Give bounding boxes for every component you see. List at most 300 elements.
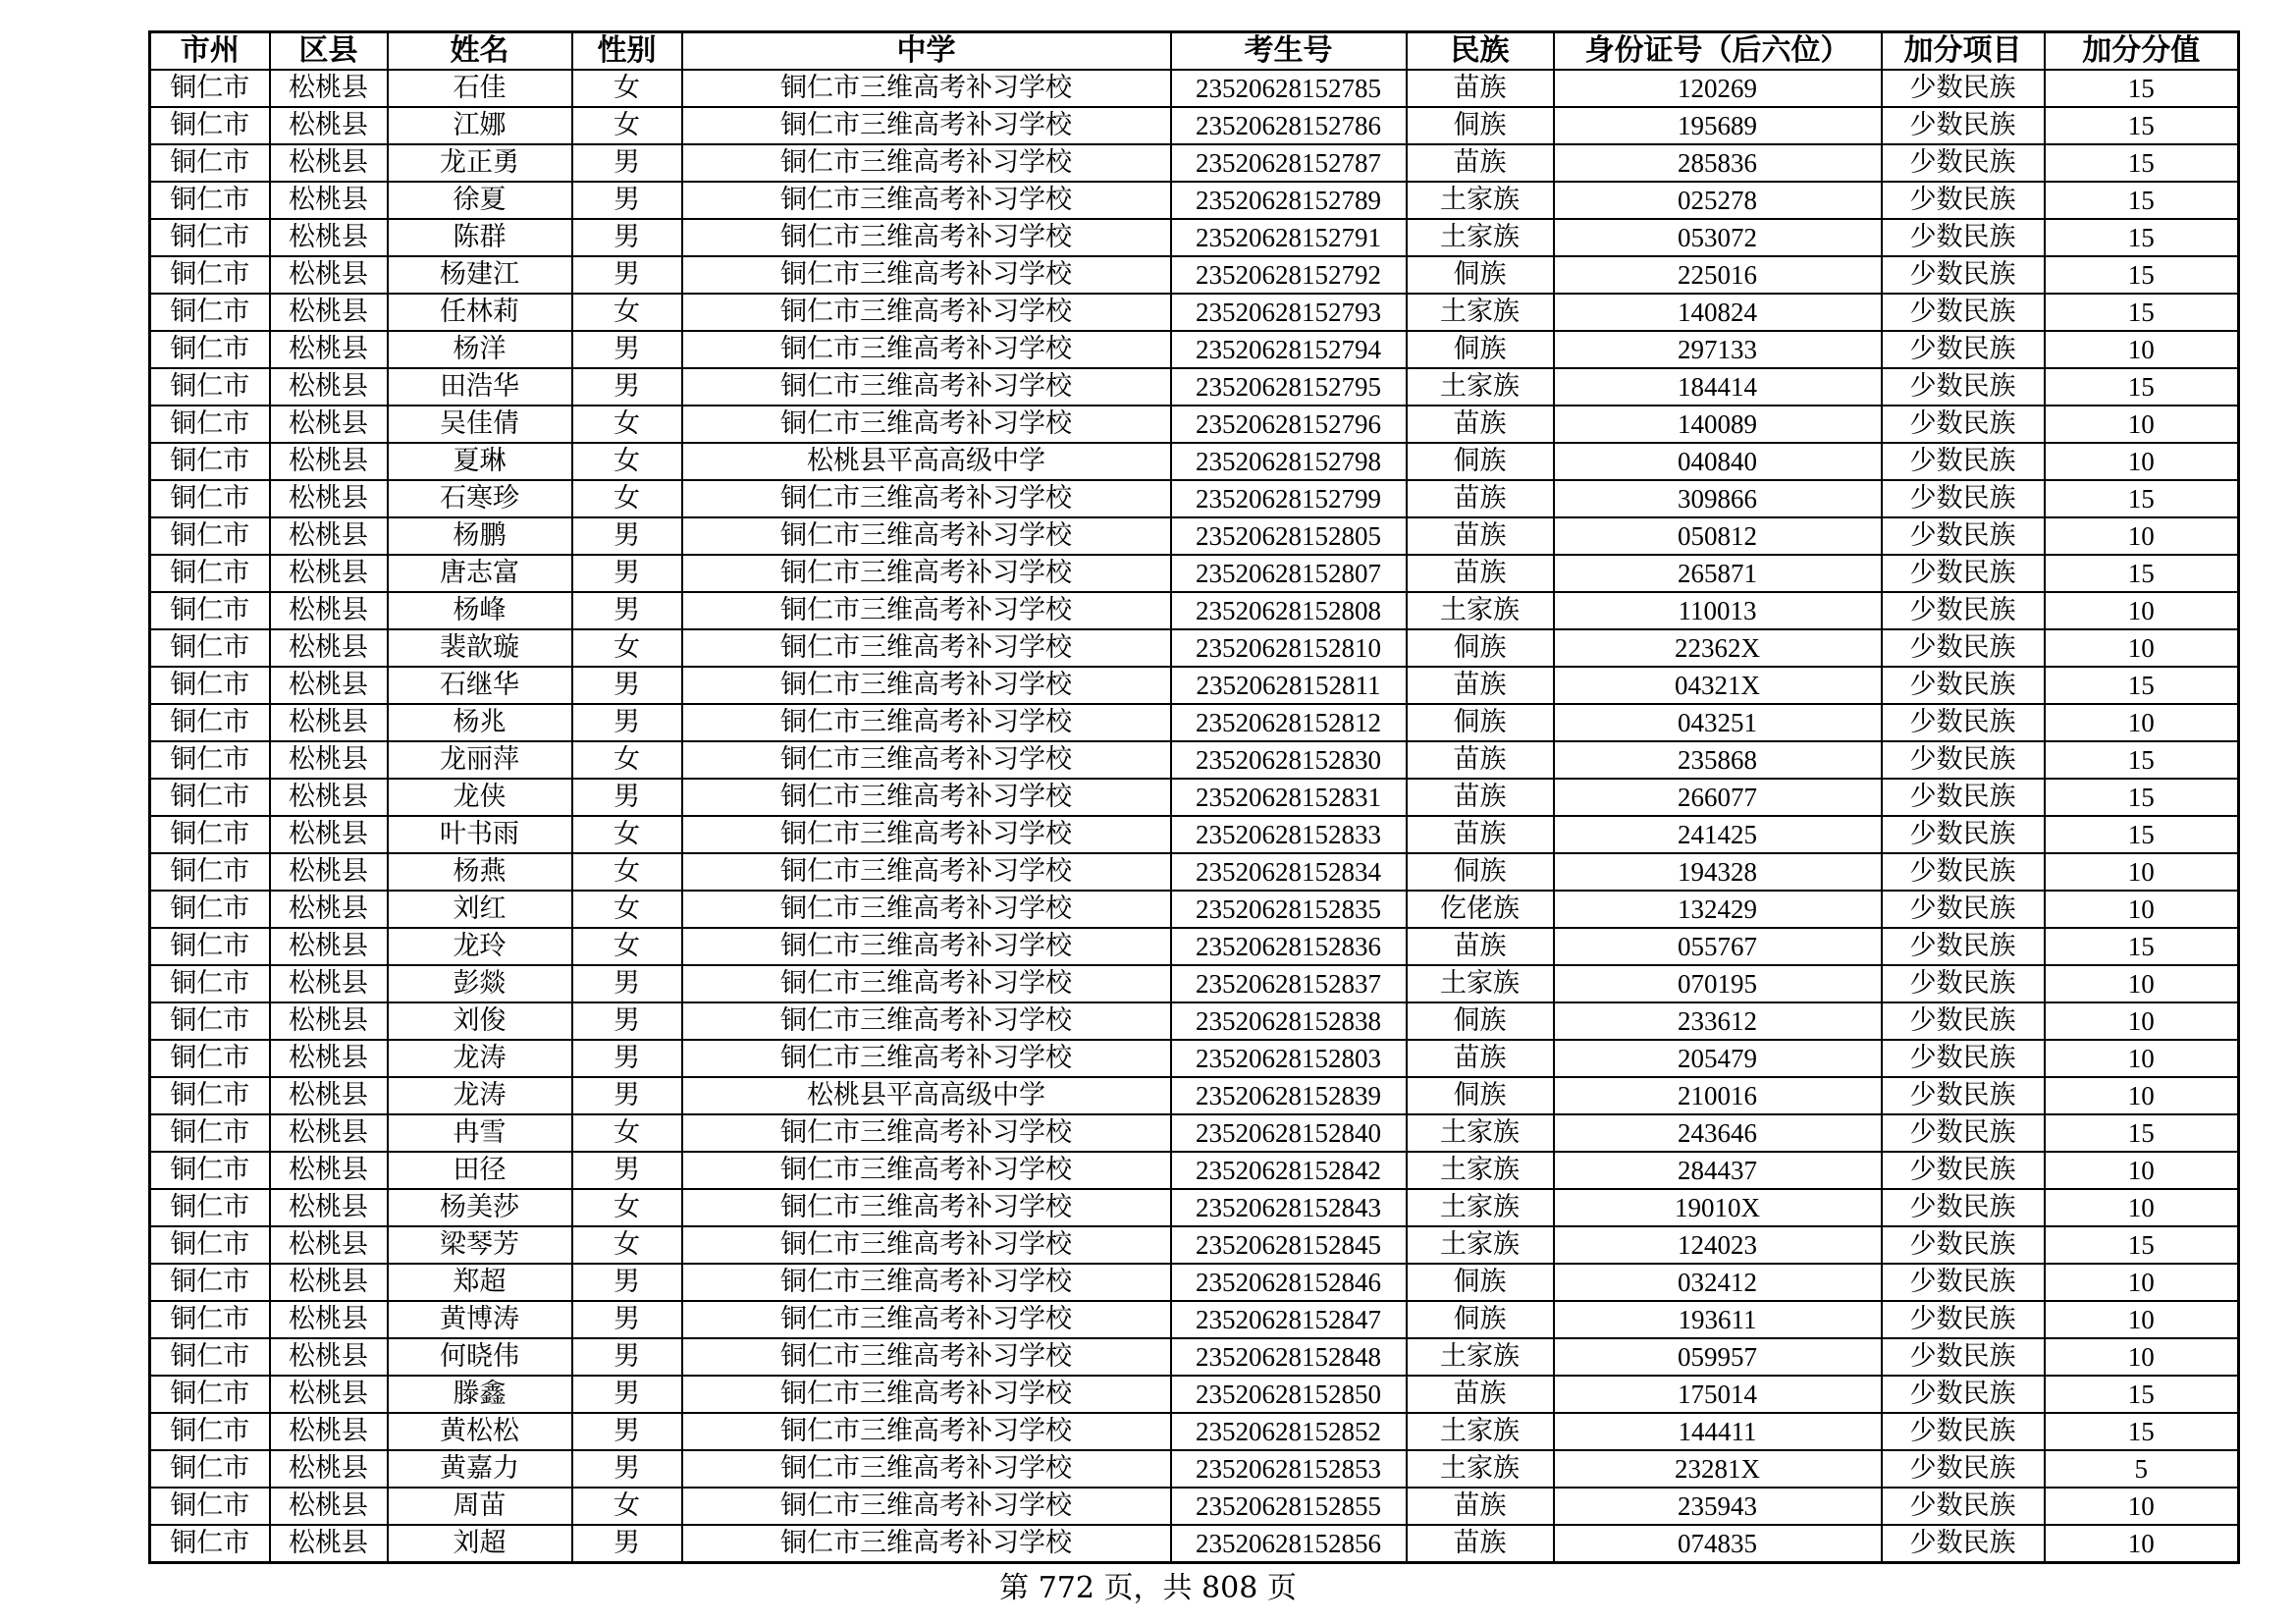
- cell-gender: 女: [572, 816, 682, 853]
- cell-id-last6: 040840: [1554, 443, 1882, 480]
- cell-county: 松桃县: [270, 1488, 388, 1525]
- cell-county: 松桃县: [270, 1002, 388, 1040]
- cell-exam-id: 23520628152830: [1171, 741, 1407, 779]
- cell-bonus-item: 少数民族: [1882, 1189, 2045, 1226]
- cell-bonus-item: 少数民族: [1882, 443, 2045, 480]
- cell-bonus-score: 10: [2045, 704, 2239, 741]
- table-row: [150, 70, 2239, 107]
- cell-name: 黄博涛: [388, 1301, 572, 1338]
- cell-city: 铜仁市: [150, 1114, 270, 1152]
- cell-name: 杨美莎: [388, 1189, 572, 1226]
- cell-exam-id: 23520628152833: [1171, 816, 1407, 853]
- cell-bonus-score: 15: [2045, 182, 2239, 219]
- cell-city: 铜仁市: [150, 1450, 270, 1488]
- cell-name: 梁琴芳: [388, 1226, 572, 1264]
- cell-exam-id: 23520628152847: [1171, 1301, 1407, 1338]
- cell-ethnicity: 苗族: [1407, 1040, 1554, 1077]
- cell-bonus-item: 少数民族: [1882, 1413, 2045, 1450]
- cell-city: 铜仁市: [150, 928, 270, 965]
- cell-name: 冉雪: [388, 1114, 572, 1152]
- header-city: 市州: [150, 32, 270, 71]
- cell-id-last6: 297133: [1554, 331, 1882, 368]
- cell-school: 铜仁市三维高考补习学校: [682, 667, 1171, 704]
- cell-school: 铜仁市三维高考补习学校: [682, 294, 1171, 331]
- cell-bonus-score: 15: [2045, 368, 2239, 406]
- cell-ethnicity: 侗族: [1407, 1301, 1554, 1338]
- cell-id-last6: 184414: [1554, 368, 1882, 406]
- cell-school: 铜仁市三维高考补习学校: [682, 1114, 1171, 1152]
- cell-gender: 男: [572, 667, 682, 704]
- cell-ethnicity: 苗族: [1407, 1488, 1554, 1525]
- cell-school: 铜仁市三维高考补习学校: [682, 816, 1171, 853]
- cell-county: 松桃县: [270, 891, 388, 928]
- table-row: [150, 294, 2239, 331]
- cell-exam-id: 23520628152845: [1171, 1226, 1407, 1264]
- cell-id-last6: 309866: [1554, 480, 1882, 517]
- cell-bonus-item: 少数民族: [1882, 704, 2045, 741]
- cell-city: 铜仁市: [150, 1152, 270, 1189]
- cell-bonus-item: 少数民族: [1882, 406, 2045, 443]
- cell-county: 松桃县: [270, 1525, 388, 1563]
- table-row: [150, 704, 2239, 741]
- cell-school: 铜仁市三维高考补习学校: [682, 144, 1171, 182]
- cell-ethnicity: 土家族: [1407, 1450, 1554, 1488]
- table-row: [150, 406, 2239, 443]
- cell-ethnicity: 苗族: [1407, 70, 1554, 107]
- cell-bonus-item: 少数民族: [1882, 741, 2045, 779]
- cell-id-last6: 043251: [1554, 704, 1882, 741]
- cell-ethnicity: 苗族: [1407, 816, 1554, 853]
- cell-id-last6: 195689: [1554, 107, 1882, 144]
- table-row: [150, 1077, 2239, 1114]
- cell-bonus-score: 15: [2045, 256, 2239, 294]
- cell-bonus-item: 少数民族: [1882, 965, 2045, 1002]
- cell-school: 铜仁市三维高考补习学校: [682, 891, 1171, 928]
- cell-county: 松桃县: [270, 1077, 388, 1114]
- cell-exam-id: 23520628152798: [1171, 443, 1407, 480]
- cell-name: 龙丽萍: [388, 741, 572, 779]
- cell-ethnicity: 土家族: [1407, 592, 1554, 629]
- cell-ethnicity: 苗族: [1407, 144, 1554, 182]
- cell-name: 滕鑫: [388, 1376, 572, 1413]
- cell-name: 郑超: [388, 1264, 572, 1301]
- cell-name: 刘俊: [388, 1002, 572, 1040]
- table-row: [150, 965, 2239, 1002]
- cell-id-last6: 032412: [1554, 1264, 1882, 1301]
- cell-ethnicity: 苗族: [1407, 480, 1554, 517]
- cell-id-last6: 266077: [1554, 779, 1882, 816]
- cell-bonus-item: 少数民族: [1882, 928, 2045, 965]
- cell-gender: 女: [572, 891, 682, 928]
- cell-city: 铜仁市: [150, 294, 270, 331]
- cell-gender: 男: [572, 592, 682, 629]
- table-row: [150, 368, 2239, 406]
- table-row: [150, 443, 2239, 480]
- header-bonus-score: 加分分值: [2045, 32, 2239, 71]
- cell-ethnicity: 苗族: [1407, 779, 1554, 816]
- cell-county: 松桃县: [270, 1114, 388, 1152]
- cell-gender: 女: [572, 443, 682, 480]
- cell-gender: 男: [572, 965, 682, 1002]
- cell-id-last6: 241425: [1554, 816, 1882, 853]
- cell-exam-id: 23520628152835: [1171, 891, 1407, 928]
- cell-ethnicity: 侗族: [1407, 853, 1554, 891]
- cell-bonus-score: 10: [2045, 1525, 2239, 1563]
- cell-id-last6: 055767: [1554, 928, 1882, 965]
- cell-gender: 女: [572, 928, 682, 965]
- cell-school: 铜仁市三维高考补习学校: [682, 1450, 1171, 1488]
- cell-city: 铜仁市: [150, 70, 270, 107]
- cell-exam-id: 23520628152852: [1171, 1413, 1407, 1450]
- table-row: [150, 1488, 2239, 1525]
- cell-school: 铜仁市三维高考补习学校: [682, 741, 1171, 779]
- table-row: [150, 219, 2239, 256]
- cell-school: 铜仁市三维高考补习学校: [682, 480, 1171, 517]
- table-row: [150, 107, 2239, 144]
- cell-ethnicity: 土家族: [1407, 1189, 1554, 1226]
- cell-exam-id: 23520628152812: [1171, 704, 1407, 741]
- cell-bonus-item: 少数民族: [1882, 331, 2045, 368]
- cell-gender: 男: [572, 144, 682, 182]
- cell-county: 松桃县: [270, 1413, 388, 1450]
- cell-exam-id: 23520628152808: [1171, 592, 1407, 629]
- cell-city: 铜仁市: [150, 406, 270, 443]
- header-ethnicity: 民族: [1407, 32, 1554, 71]
- cell-gender: 男: [572, 219, 682, 256]
- cell-name: 周苗: [388, 1488, 572, 1525]
- cell-city: 铜仁市: [150, 182, 270, 219]
- cell-name: 徐夏: [388, 182, 572, 219]
- cell-ethnicity: 土家族: [1407, 1114, 1554, 1152]
- cell-ethnicity: 苗族: [1407, 667, 1554, 704]
- cell-school: 铜仁市三维高考补习学校: [682, 1152, 1171, 1189]
- cell-school: 铜仁市三维高考补习学校: [682, 517, 1171, 555]
- cell-city: 铜仁市: [150, 704, 270, 741]
- cell-exam-id: 23520628152807: [1171, 555, 1407, 592]
- cell-gender: 男: [572, 368, 682, 406]
- cell-city: 铜仁市: [150, 256, 270, 294]
- cell-name: 江娜: [388, 107, 572, 144]
- cell-city: 铜仁市: [150, 107, 270, 144]
- cell-ethnicity: 土家族: [1407, 965, 1554, 1002]
- cell-school: 铜仁市三维高考补习学校: [682, 853, 1171, 891]
- cell-county: 松桃县: [270, 368, 388, 406]
- cell-city: 铜仁市: [150, 853, 270, 891]
- cell-county: 松桃县: [270, 853, 388, 891]
- cell-bonus-score: 10: [2045, 853, 2239, 891]
- cell-exam-id: 23520628152846: [1171, 1264, 1407, 1301]
- table-row: [150, 667, 2239, 704]
- cell-name: 杨兆: [388, 704, 572, 741]
- cell-bonus-score: 5: [2045, 1450, 2239, 1488]
- cell-ethnicity: 侗族: [1407, 107, 1554, 144]
- cell-id-last6: 120269: [1554, 70, 1882, 107]
- cell-city: 铜仁市: [150, 1002, 270, 1040]
- cell-school: 铜仁市三维高考补习学校: [682, 965, 1171, 1002]
- cell-name: 何晓伟: [388, 1338, 572, 1376]
- cell-county: 松桃县: [270, 406, 388, 443]
- cell-name: 杨鹏: [388, 517, 572, 555]
- cell-name: 陈群: [388, 219, 572, 256]
- cell-id-last6: 22362X: [1554, 629, 1882, 667]
- cell-county: 松桃县: [270, 1152, 388, 1189]
- cell-bonus-score: 10: [2045, 331, 2239, 368]
- cell-county: 松桃县: [270, 182, 388, 219]
- table-row: [150, 480, 2239, 517]
- table-row: [150, 1189, 2239, 1226]
- cell-name: 夏琳: [388, 443, 572, 480]
- cell-bonus-item: 少数民族: [1882, 1264, 2045, 1301]
- cell-bonus-item: 少数民族: [1882, 1114, 2045, 1152]
- cell-bonus-score: 10: [2045, 1077, 2239, 1114]
- cell-bonus-item: 少数民族: [1882, 1077, 2045, 1114]
- cell-exam-id: 23520628152793: [1171, 294, 1407, 331]
- cell-ethnicity: 土家族: [1407, 1226, 1554, 1264]
- cell-exam-id: 23520628152839: [1171, 1077, 1407, 1114]
- cell-bonus-item: 少数民族: [1882, 368, 2045, 406]
- cell-city: 铜仁市: [150, 1413, 270, 1450]
- cell-bonus-score: 15: [2045, 928, 2239, 965]
- cell-bonus-score: 15: [2045, 219, 2239, 256]
- cell-id-last6: 025278: [1554, 182, 1882, 219]
- cell-bonus-item: 少数民族: [1882, 70, 2045, 107]
- table-row: [150, 331, 2239, 368]
- table-row: [150, 1301, 2239, 1338]
- cell-bonus-item: 少数民族: [1882, 592, 2045, 629]
- cell-ethnicity: 土家族: [1407, 219, 1554, 256]
- cell-name: 彭燚: [388, 965, 572, 1002]
- cell-school: 铜仁市三维高考补习学校: [682, 406, 1171, 443]
- table-body: [150, 70, 2239, 1563]
- cell-id-last6: 140089: [1554, 406, 1882, 443]
- cell-city: 铜仁市: [150, 331, 270, 368]
- cell-school: 铜仁市三维高考补习学校: [682, 368, 1171, 406]
- cell-city: 铜仁市: [150, 741, 270, 779]
- cell-bonus-item: 少数民族: [1882, 1301, 2045, 1338]
- cell-id-last6: 070195: [1554, 965, 1882, 1002]
- header-exam-id: 考生号: [1171, 32, 1407, 71]
- cell-name: 龙涛: [388, 1040, 572, 1077]
- cell-bonus-score: 10: [2045, 1338, 2239, 1376]
- cell-city: 铜仁市: [150, 517, 270, 555]
- cell-gender: 男: [572, 256, 682, 294]
- cell-city: 铜仁市: [150, 1077, 270, 1114]
- cell-bonus-item: 少数民族: [1882, 144, 2045, 182]
- cell-ethnicity: 侗族: [1407, 629, 1554, 667]
- cell-name: 龙涛: [388, 1077, 572, 1114]
- cell-ethnicity: 土家族: [1407, 294, 1554, 331]
- cell-gender: 男: [572, 1077, 682, 1114]
- cell-gender: 女: [572, 1189, 682, 1226]
- cell-county: 松桃县: [270, 779, 388, 816]
- cell-bonus-score: 10: [2045, 1264, 2239, 1301]
- cell-gender: 女: [572, 294, 682, 331]
- cell-gender: 男: [572, 1413, 682, 1450]
- cell-school: 铜仁市三维高考补习学校: [682, 1525, 1171, 1563]
- cell-exam-id: 23520628152838: [1171, 1002, 1407, 1040]
- cell-gender: 男: [572, 1338, 682, 1376]
- cell-gender: 男: [572, 779, 682, 816]
- cell-city: 铜仁市: [150, 1040, 270, 1077]
- cell-id-last6: 059957: [1554, 1338, 1882, 1376]
- cell-gender: 男: [572, 182, 682, 219]
- cell-county: 松桃县: [270, 256, 388, 294]
- cell-county: 松桃县: [270, 1189, 388, 1226]
- cell-city: 铜仁市: [150, 1376, 270, 1413]
- cell-bonus-item: 少数民族: [1882, 891, 2045, 928]
- cell-school: 铜仁市三维高考补习学校: [682, 219, 1171, 256]
- cell-county: 松桃县: [270, 1376, 388, 1413]
- cell-bonus-item: 少数民族: [1882, 667, 2045, 704]
- cell-id-last6: 265871: [1554, 555, 1882, 592]
- table-row: [150, 741, 2239, 779]
- cell-county: 松桃县: [270, 816, 388, 853]
- cell-bonus-score: 10: [2045, 1040, 2239, 1077]
- cell-exam-id: 23520628152805: [1171, 517, 1407, 555]
- cell-id-last6: 235943: [1554, 1488, 1882, 1525]
- cell-school: 铜仁市三维高考补习学校: [682, 1301, 1171, 1338]
- cell-school: 铜仁市三维高考补习学校: [682, 70, 1171, 107]
- cell-bonus-item: 少数民族: [1882, 629, 2045, 667]
- cell-county: 松桃县: [270, 1264, 388, 1301]
- cell-county: 松桃县: [270, 107, 388, 144]
- cell-city: 铜仁市: [150, 629, 270, 667]
- cell-school: 铜仁市三维高考补习学校: [682, 1264, 1171, 1301]
- cell-bonus-score: 10: [2045, 891, 2239, 928]
- cell-county: 松桃县: [270, 219, 388, 256]
- table-row: [150, 555, 2239, 592]
- cell-bonus-score: 15: [2045, 667, 2239, 704]
- cell-school: 铜仁市三维高考补习学校: [682, 107, 1171, 144]
- cell-exam-id: 23520628152791: [1171, 219, 1407, 256]
- cell-name: 杨建江: [388, 256, 572, 294]
- cell-city: 铜仁市: [150, 555, 270, 592]
- cell-name: 裴歆璇: [388, 629, 572, 667]
- cell-bonus-score: 15: [2045, 294, 2239, 331]
- cell-name: 杨峰: [388, 592, 572, 629]
- cell-name: 龙正勇: [388, 144, 572, 182]
- cell-id-last6: 110013: [1554, 592, 1882, 629]
- cell-city: 铜仁市: [150, 144, 270, 182]
- cell-id-last6: 140824: [1554, 294, 1882, 331]
- cell-school: 铜仁市三维高考补习学校: [682, 182, 1171, 219]
- cell-county: 松桃县: [270, 1450, 388, 1488]
- cell-school: 铜仁市三维高考补习学校: [682, 592, 1171, 629]
- table-row: [150, 1450, 2239, 1488]
- cell-county: 松桃县: [270, 480, 388, 517]
- cell-id-last6: 194328: [1554, 853, 1882, 891]
- cell-bonus-score: 10: [2045, 517, 2239, 555]
- cell-exam-id: 23520628152789: [1171, 182, 1407, 219]
- cell-id-last6: 19010X: [1554, 1189, 1882, 1226]
- cell-school: 铜仁市三维高考补习学校: [682, 1413, 1171, 1450]
- cell-county: 松桃县: [270, 294, 388, 331]
- cell-id-last6: 074835: [1554, 1525, 1882, 1563]
- cell-county: 松桃县: [270, 1040, 388, 1077]
- cell-exam-id: 23520628152785: [1171, 70, 1407, 107]
- cell-bonus-score: 15: [2045, 555, 2239, 592]
- cell-county: 松桃县: [270, 741, 388, 779]
- table-row: [150, 144, 2239, 182]
- cell-name: 杨燕: [388, 853, 572, 891]
- cell-county: 松桃县: [270, 928, 388, 965]
- cell-name: 刘红: [388, 891, 572, 928]
- cell-city: 铜仁市: [150, 1301, 270, 1338]
- table-row: [150, 1264, 2239, 1301]
- cell-bonus-item: 少数民族: [1882, 1450, 2045, 1488]
- cell-school: 铜仁市三维高考补习学校: [682, 1002, 1171, 1040]
- cell-exam-id: 23520628152834: [1171, 853, 1407, 891]
- header-row: [150, 32, 2239, 71]
- cell-bonus-score: 15: [2045, 70, 2239, 107]
- cell-exam-id: 23520628152796: [1171, 406, 1407, 443]
- cell-city: 铜仁市: [150, 1488, 270, 1525]
- table-row: [150, 779, 2239, 816]
- table-row: [150, 1376, 2239, 1413]
- cell-name: 田径: [388, 1152, 572, 1189]
- cell-bonus-item: 少数民族: [1882, 182, 2045, 219]
- cell-bonus-score: 10: [2045, 1301, 2239, 1338]
- header-id-last6: 身份证号（后六位）: [1554, 32, 1882, 71]
- cell-bonus-score: 10: [2045, 965, 2239, 1002]
- cell-county: 松桃县: [270, 443, 388, 480]
- cell-bonus-item: 少数民族: [1882, 256, 2045, 294]
- cell-city: 铜仁市: [150, 1264, 270, 1301]
- cell-bonus-score: 15: [2045, 107, 2239, 144]
- cell-bonus-score: 15: [2045, 1413, 2239, 1450]
- table-row: [150, 1152, 2239, 1189]
- cell-bonus-item: 少数民族: [1882, 107, 2045, 144]
- cell-city: 铜仁市: [150, 965, 270, 1002]
- cell-name: 叶书雨: [388, 816, 572, 853]
- cell-ethnicity: 土家族: [1407, 182, 1554, 219]
- cell-bonus-score: 15: [2045, 816, 2239, 853]
- cell-exam-id: 23520628152811: [1171, 667, 1407, 704]
- cell-ethnicity: 苗族: [1407, 517, 1554, 555]
- cell-county: 松桃县: [270, 965, 388, 1002]
- cell-bonus-score: 10: [2045, 592, 2239, 629]
- cell-bonus-score: 15: [2045, 741, 2239, 779]
- cell-school: 铜仁市三维高考补习学校: [682, 1338, 1171, 1376]
- cell-ethnicity: 苗族: [1407, 406, 1554, 443]
- cell-gender: 男: [572, 1450, 682, 1488]
- header-gender: 性别: [572, 32, 682, 71]
- table-row: [150, 928, 2239, 965]
- cell-name: 石继华: [388, 667, 572, 704]
- cell-gender: 男: [572, 1301, 682, 1338]
- cell-ethnicity: 苗族: [1407, 741, 1554, 779]
- cell-exam-id: 23520628152850: [1171, 1376, 1407, 1413]
- cell-gender: 女: [572, 1114, 682, 1152]
- cell-bonus-score: 10: [2045, 1488, 2239, 1525]
- cell-bonus-score: 10: [2045, 629, 2239, 667]
- cell-bonus-score: 15: [2045, 144, 2239, 182]
- cell-county: 松桃县: [270, 144, 388, 182]
- cell-bonus-item: 少数民族: [1882, 816, 2045, 853]
- header-county: 区县: [270, 32, 388, 71]
- cell-bonus-score: 10: [2045, 1152, 2239, 1189]
- cell-bonus-score: 15: [2045, 1114, 2239, 1152]
- cell-id-last6: 132429: [1554, 891, 1882, 928]
- cell-gender: 男: [572, 704, 682, 741]
- cell-id-last6: 053072: [1554, 219, 1882, 256]
- cell-id-last6: 205479: [1554, 1040, 1882, 1077]
- cell-exam-id: 23520628152836: [1171, 928, 1407, 965]
- cell-exam-id: 23520628152792: [1171, 256, 1407, 294]
- cell-exam-id: 23520628152803: [1171, 1040, 1407, 1077]
- cell-school: 铜仁市三维高考补习学校: [682, 256, 1171, 294]
- cell-gender: 女: [572, 629, 682, 667]
